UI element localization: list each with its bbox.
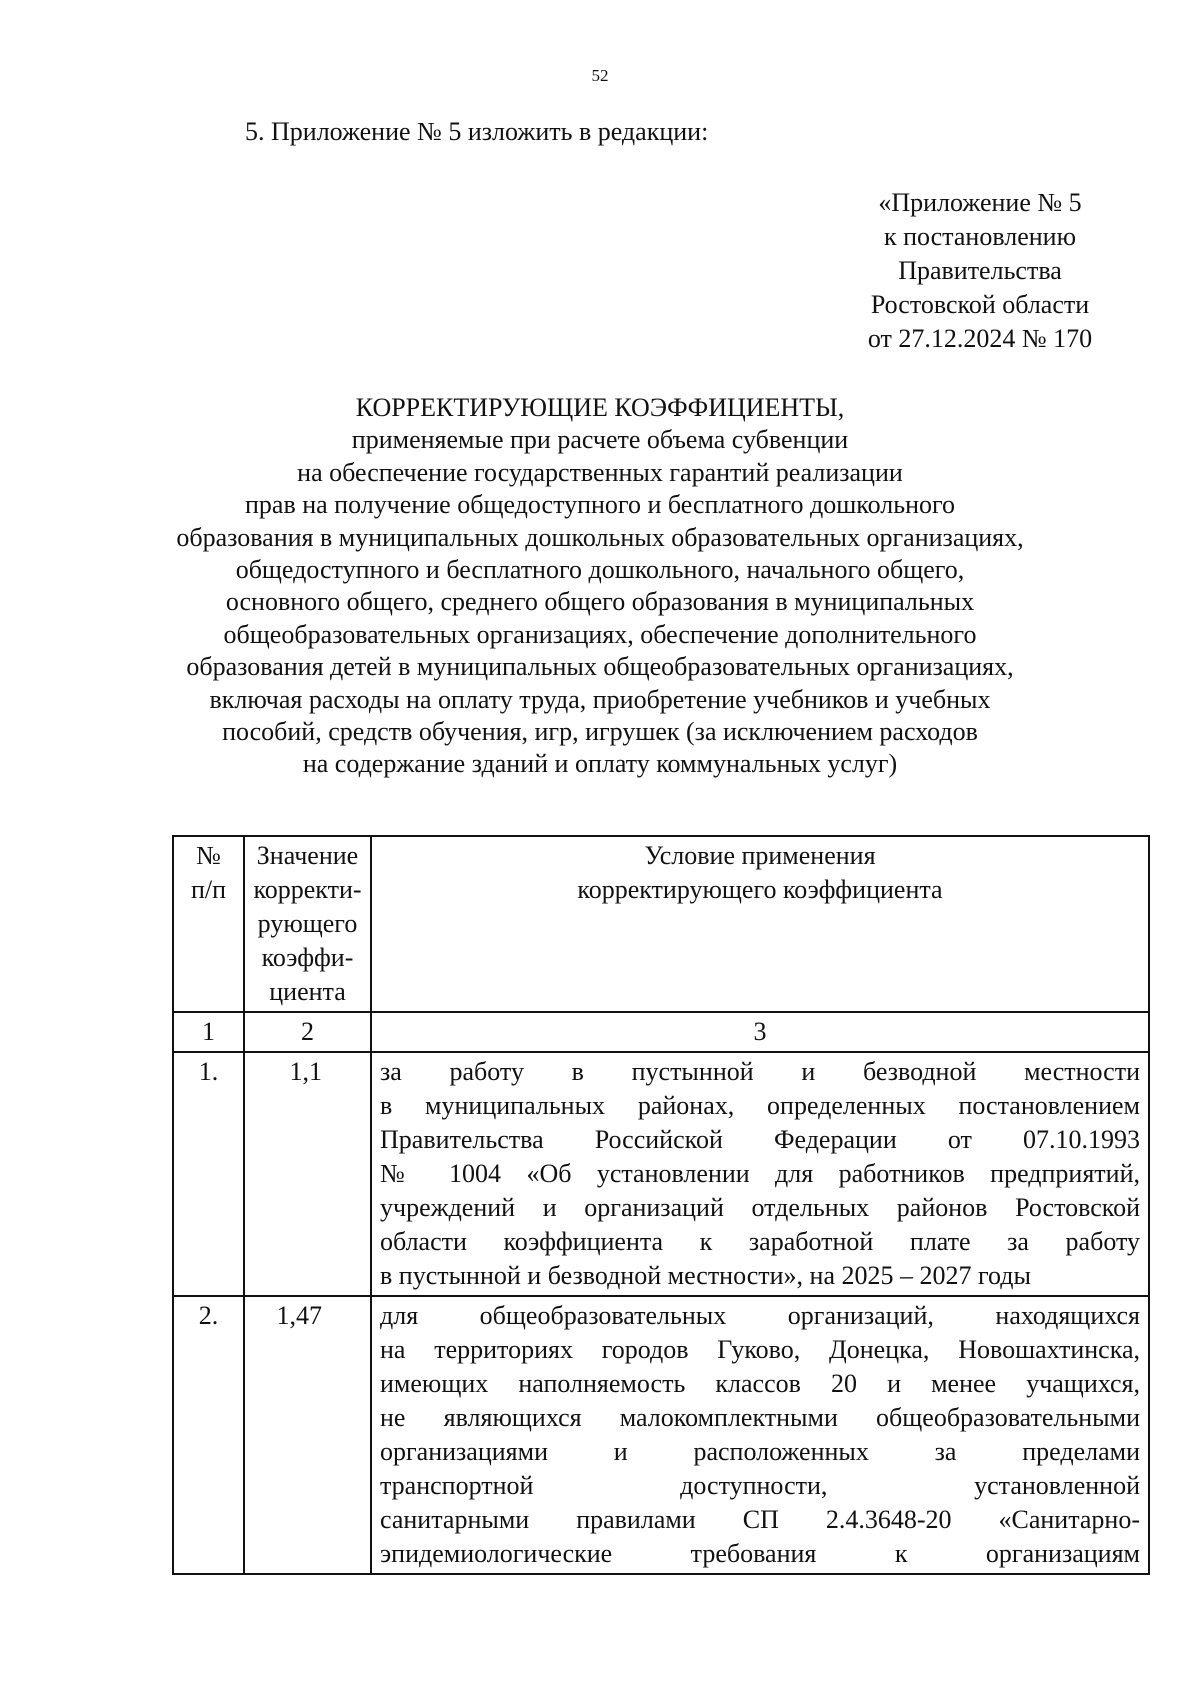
coefficient-value: 1,47 [244, 1296, 371, 1574]
condition-line: области коэффициента к заработной плате за работу [380, 1227, 1140, 1256]
appendix-line: Ростовской области [870, 290, 1090, 319]
column-number: 1 [173, 1012, 244, 1052]
title-line: на обеспечение государственных гарантий реализации [297, 457, 903, 487]
condition-line: организациями и расположенных за пределами [380, 1437, 1140, 1466]
row-number: 1. [173, 1052, 244, 1296]
appendix-line: «Приложение № 5 [878, 188, 1082, 217]
condition-line: учреждений и организаций отдельных районов Ростовской [380, 1193, 1140, 1222]
header-num-line: № [196, 841, 221, 870]
title-line: основного общего, среднего общего образования в муниципальных [225, 587, 975, 617]
condition-line: в муниципальных районах, определенных постановлением [380, 1091, 1140, 1120]
title-line: применяемые при расчете объема субвенции [351, 425, 849, 455]
title-heading: КОРРЕКТИРУЮЩИЕ КОЭФФИЦИЕНТЫ, [355, 393, 845, 422]
title-line: общедоступного и бесплатного дошкольного, начального общего, [235, 555, 965, 585]
title-line: на содержание зданий и оплату коммунальных услуг) [302, 749, 898, 779]
title-line: пособий, средств обучения, игр, игрушек (за исключением расходов [222, 717, 978, 747]
condition-line: за работу в пустынной и безводной местности [380, 1057, 1140, 1086]
header-num [173, 836, 244, 1012]
table-row [173, 1296, 1149, 1574]
title-line: прав на получение общедоступного и бесплатного дошкольного [245, 490, 955, 520]
coefficients-table [172, 835, 1150, 1575]
title-line: включая расходы на оплату труда, приобретение учебников и учебных [209, 684, 991, 714]
instruction-text: 5. Приложение № 5 изложить в редакции: [245, 117, 709, 146]
table-header-row [173, 836, 1149, 1012]
condition-line: имеющих наполняемость классов 20 и менее учащихся, [380, 1369, 1140, 1398]
appendix-reference [780, 186, 1180, 356]
condition-line: эпидемиологические требования к организациям [380, 1539, 1140, 1568]
header-value-line: Значение [256, 841, 359, 870]
appendix-line: к постановлению [883, 222, 1077, 251]
appendix-line: от 27.12.2024 № 170 [867, 324, 1093, 353]
condition-line: для общеобразовательных организаций, находящихся [380, 1301, 1140, 1330]
header-value-line: циента [269, 977, 346, 1006]
page-number: 52 [591, 66, 609, 85]
header-value-line: рующего [257, 909, 358, 938]
title-line: образования в муниципальных дошкольных образовательных организациях, [176, 522, 1024, 552]
condition-text [371, 1296, 1149, 1574]
table-row [173, 1052, 1149, 1296]
header-condition [371, 836, 1149, 1012]
column-number: 3 [371, 1012, 1149, 1052]
condition-line: в пустынной и безводной местности», на 2025 – 2027 годы [380, 1261, 1031, 1290]
column-number-row [173, 1012, 1149, 1052]
document-title [0, 392, 1200, 781]
appendix-line: Правительства [898, 256, 1062, 285]
condition-line: на территориях городов Гуково, Донецка, Новошахтинска, [380, 1335, 1140, 1364]
column-number: 2 [244, 1012, 371, 1052]
condition-line: № 1004 «Об установлении для работников предприятий, [380, 1159, 1140, 1188]
header-num-line: п/п [190, 875, 227, 904]
condition-line: Правительства Российской Федерации от 07.10.1993 [380, 1125, 1140, 1154]
header-condition-line: корректирующего коэффициента [577, 875, 943, 904]
title-line: образования детей в муниципальных общеобразовательных организациях, [186, 652, 1014, 682]
header-value-line: коэффи- [261, 943, 354, 972]
coefficient-value: 1,1 [244, 1052, 371, 1296]
header-value-line: корректи- [253, 875, 362, 904]
row-number: 2. [173, 1296, 244, 1574]
condition-line: санитарными правилами СП 2.4.3648-20 «Санитарно- [380, 1505, 1140, 1534]
header-condition-line: Условие применения [644, 841, 876, 870]
condition-text [371, 1052, 1149, 1296]
header-value [244, 836, 371, 1012]
condition-line: транспортной доступности, установленной [380, 1471, 1140, 1500]
condition-line: не являющихся малокомплектными общеобразовательными [380, 1403, 1140, 1432]
title-line: общеобразовательных организациях, обеспечение дополнительного [223, 619, 977, 649]
